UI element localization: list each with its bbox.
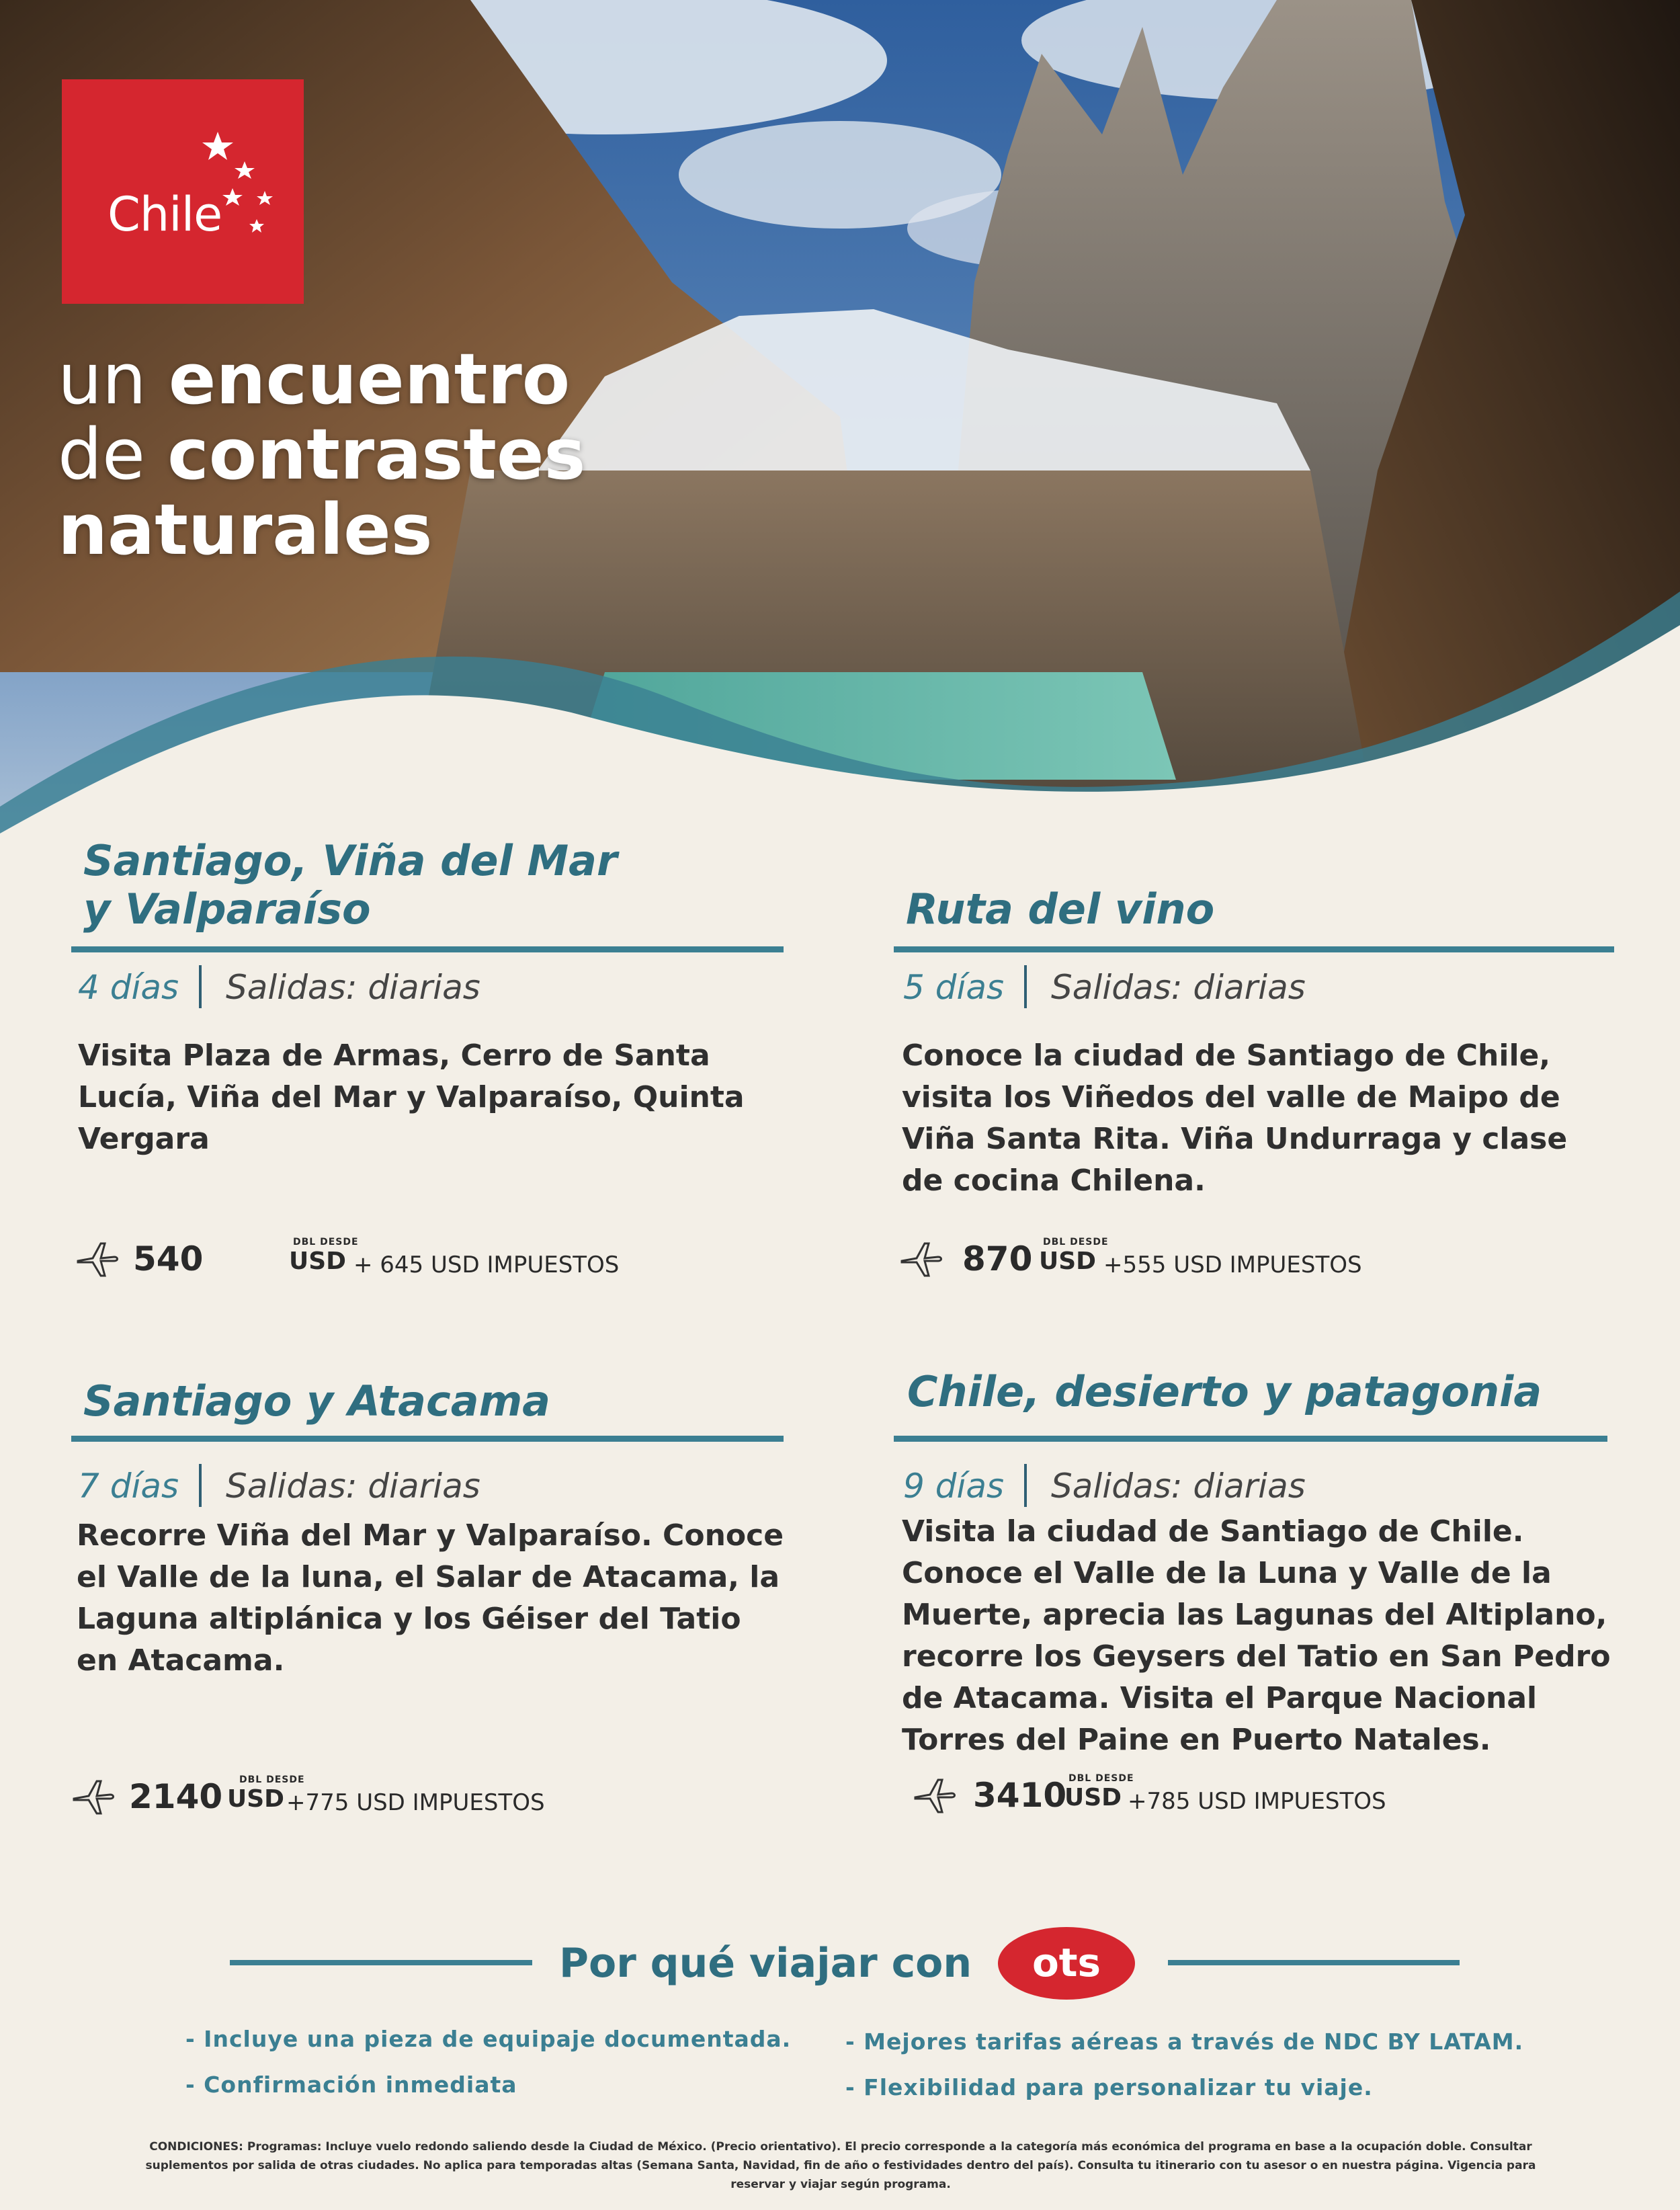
separator [1024,965,1027,1008]
package-description: Visita Plaza de Armas, Cerro de Santa Lucía, Viña del Mar y Valparaíso, Quinta Vergara [78,1038,745,1156]
separator [1024,1464,1027,1507]
price-currency: USD [1039,1247,1097,1275]
logo-text: Chile [108,187,222,242]
package-meta [78,1464,480,1507]
airplane-icon [898,1235,945,1282]
benefit-item: - Flexibilidad para personalizar tu viaje. [845,2074,1373,2100]
package-departures: Salidas: diarias [1051,1467,1306,1506]
why-label: Por qué viajar con [559,1940,972,1987]
package-days: 4 días [78,968,179,1007]
headline-word: de [58,413,145,495]
price-taxes: +785 USD IMPUESTOS [1128,1788,1386,1815]
package-title: Chile, desierto y patagonia [907,1367,1542,1416]
airplane-icon [911,1772,958,1819]
price-note: DBL DESDE [1043,1237,1109,1247]
conditions-text: CONDICIONES: Programas: Incluye vuelo redondo saliendo desde la Ciudad de México. (Precio orientativo). El precio corresponde a la categoría más económica del programa en base a la ocupación doble. Consultar suplementos por salida de otras ciudades. No aplica para temporadas altas (Semana Santa, Navidad, fin de año o festividades dentro del país). Consulta tu itinerario con tu asesor o en nuestra página. Vigencia para reservar y viajar según programa. [145,2140,1536,2191]
package-description: Visita la ciudad de Santiago de Chile. Conoce el Valle de la Luna y Valle de la Muerte, aprecia las Lagunas del Altiplano, recorre los Geysers del Tatio en San Pedro de Atacama. Visita el Parque Nacional Torres del Paine en Puerto Natales. [902,1514,1611,1757]
package-departures: Salidas: diarias [1051,968,1306,1007]
package-days: 5 días [903,968,1005,1007]
package-title: Ruta del vino [906,885,1215,934]
package-days: 7 días [78,1467,179,1506]
price-amount: 3410 [973,1776,1067,1815]
chile-logo [62,79,304,304]
price-note: DBL DESDE [239,1774,305,1785]
divider [230,1960,532,1965]
airplane-icon [70,1773,117,1820]
price-currency: USD [227,1785,285,1813]
headline-word: encuentro [168,338,571,420]
price-taxes: + 645 USD IMPUESTOS [353,1252,620,1278]
why-ots-header [230,1922,1460,2003]
package-price [74,1231,620,1285]
package-days: 9 días [903,1467,1005,1506]
package-meta [78,965,480,1008]
package-title: Santiago y Atacama [83,1377,551,1426]
benefits-right [845,2029,1523,2120]
headline-word: contrastes [167,413,586,495]
package-price [898,1231,1435,1285]
package-price [911,1768,1449,1822]
divider [894,946,1614,952]
price-note: DBL DESDE [1068,1773,1134,1784]
price-currency: USD [1064,1784,1122,1811]
price-amount: 540 [133,1239,204,1278]
price-amount: 2140 [129,1777,223,1816]
divider [71,946,784,952]
package-title: y Valparaíso [83,885,371,934]
divider [1168,1960,1460,1965]
benefits-left [185,2026,791,2117]
ots-logo [996,1925,1137,2002]
divider [894,1436,1607,1442]
headline-word: un [58,338,146,420]
package-departures: Salidas: diarias [226,1467,480,1506]
benefit-item: - Incluye una pieza de equipaje documentada. [185,2026,792,2052]
price-taxes: +775 USD IMPUESTOS [286,1789,545,1816]
package-departures: Salidas: diarias [226,968,480,1007]
separator [199,965,202,1008]
package-description: Recorre Viña del Mar y Valparaíso. Conoce el Valle de la luna, el Salar de Atacama, la Laguna altiplánica y los Géiser del Tatio en Atacama. [77,1518,784,1678]
divider [71,1436,784,1442]
price-taxes: +555 USD IMPUESTOS [1103,1252,1362,1278]
headline-word: naturales [58,489,433,571]
benefit-item: - Mejores tarifas aéreas a través de NDC BY LATAM. [845,2029,1524,2055]
package-meta [903,1464,1306,1507]
airplane-icon [74,1235,121,1282]
price-amount: 870 [962,1239,1033,1278]
package-description: Conoce la ciudad de Santiago de Chile, visita los Viñedos del valle de Maipo de Viña Santa Rita. Viña Undurraga y clase de cocina Chilena. [902,1038,1568,1198]
benefit-item: - Confirmación inmediata [185,2072,517,2098]
price-note: DBL DESDE [293,1237,359,1247]
price-currency: USD [289,1247,347,1275]
headline [58,338,586,571]
ots-logo-text: ots [1032,1940,1101,1986]
package-title: Santiago, Viña del Mar [83,836,618,885]
package-meta [903,965,1306,1008]
separator [199,1464,202,1507]
package-price [70,1769,607,1823]
